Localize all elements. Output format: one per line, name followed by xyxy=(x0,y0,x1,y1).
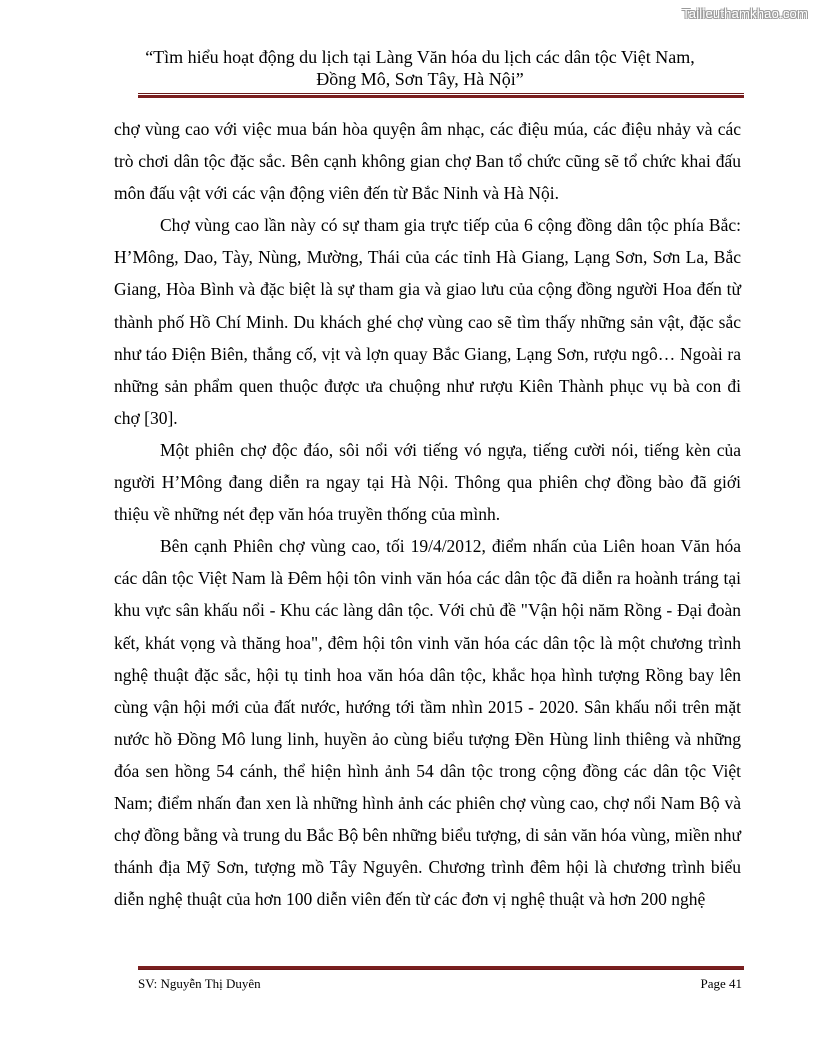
header-title-line-1: “Tìm hiểu hoạt động du lịch tại Làng Văn hóa du lịch các dân tộc Việt Nam, xyxy=(145,47,695,67)
page-header xyxy=(110,46,730,90)
paragraph-4: Bên cạnh Phiên chợ vùng cao, tối 19/4/2012, điểm nhấn của Liên hoan Văn hóa các dân tộc Việt Nam là Đêm hội tôn vinh văn hóa các dân tộc đã diễn ra hoành tráng tại khu vực sân khấu nổi - Khu các làng dân tộc. Với chủ đề "Vận hội năm Rồng - Đại đoàn kết, khát vọng và thăng hoa", đêm hội tôn vinh văn hóa các dân tộc là một chương trình nghệ thuật đặc sắc, hội tụ tinh hoa văn hóa dân tộc, khắc họa hình tượng Rồng bay lên cùng vận hội mới của đất nước, hướng tới tầm nhìn 2015 - 2020. Sân khấu nổi trên mặt nước hồ Đồng Mô lung linh, huyền ảo cùng biểu tượng Đền Hùng linh thiêng và những đóa sen hồng 54 cánh, thể hiện hình ảnh 54 dân tộc trong cộng đồng các dân tộc Việt Nam; điểm nhấn đan xen là những hình ảnh các phiên chợ vùng cao, chợ nổi Nam Bộ và chợ đồng bằng và trung du Bắc Bộ bên những biểu tượng, di sản văn hóa vùng, miền như thánh địa Mỹ Sơn, tượng mồ Tây Nguyên. Chương trình đêm hội là chương trình biểu diễn nghệ thuật của hơn 100 diễn viên đến từ các đơn vị nghệ thuật và hơn 200 nghệ xyxy=(114,536,741,910)
footer-page-number: Page 41 xyxy=(700,976,742,991)
header-title-line-2: Đồng Mô, Sơn Tây, Hà Nội” xyxy=(316,69,524,89)
paragraph-2: Chợ vùng cao lần này có sự tham gia trực tiếp của 6 cộng đồng dân tộc phía Bắc: H’Mông, Dao, Tày, Nùng, Mường, Thái của các tỉnh Hà Giang, Lạng Sơn, Sơn La, Bắc Giang, Hòa Bình và đặc biệt là sự tham gia và giao lưu của cộng đồng người Hoa đến từ thành phố Hồ Chí Minh. Du khách ghé chợ vùng cao sẽ tìm thấy những sản vật, đặc sắc như táo Điện Biên, thắng cố, vịt và lợn quay Bắc Giang, Lạng Sơn, rượu ngô… Ngoài ra những sản phẩm quen thuộc được ưa chuộng như rượu Kiên Thành phục vụ bà con đi chợ [30]. xyxy=(114,215,741,428)
header-divider xyxy=(138,93,744,98)
paragraph-1: chợ vùng cao với việc mua bán hòa quyện âm nhạc, các điệu múa, các điệu nhảy và các trò chơi dân tộc đặc sắc. Bên cạnh không gian chợ Ban tổ chức cũng sẽ tổ chức khai đấu môn đấu vật với các vận động viên đến từ Bắc Ninh và Hà Nội. xyxy=(114,119,741,204)
watermark: Tailieuthamkhao.com xyxy=(682,6,808,21)
footer-divider xyxy=(138,965,744,970)
paragraph-3: Một phiên chợ độc đáo, sôi nổi với tiếng vó ngựa, tiếng cười nói, tiếng kèn của người H’Mông đang diễn ra ngay tại Hà Nội. Thông qua phiên chợ đồng bào đã giới thiệu về những nét đẹp văn hóa truyền thống của mình. xyxy=(114,439,741,525)
page-footer xyxy=(138,976,742,992)
body-text xyxy=(114,113,741,915)
footer-author: SV: Nguyễn Thị Duyên xyxy=(138,976,261,991)
